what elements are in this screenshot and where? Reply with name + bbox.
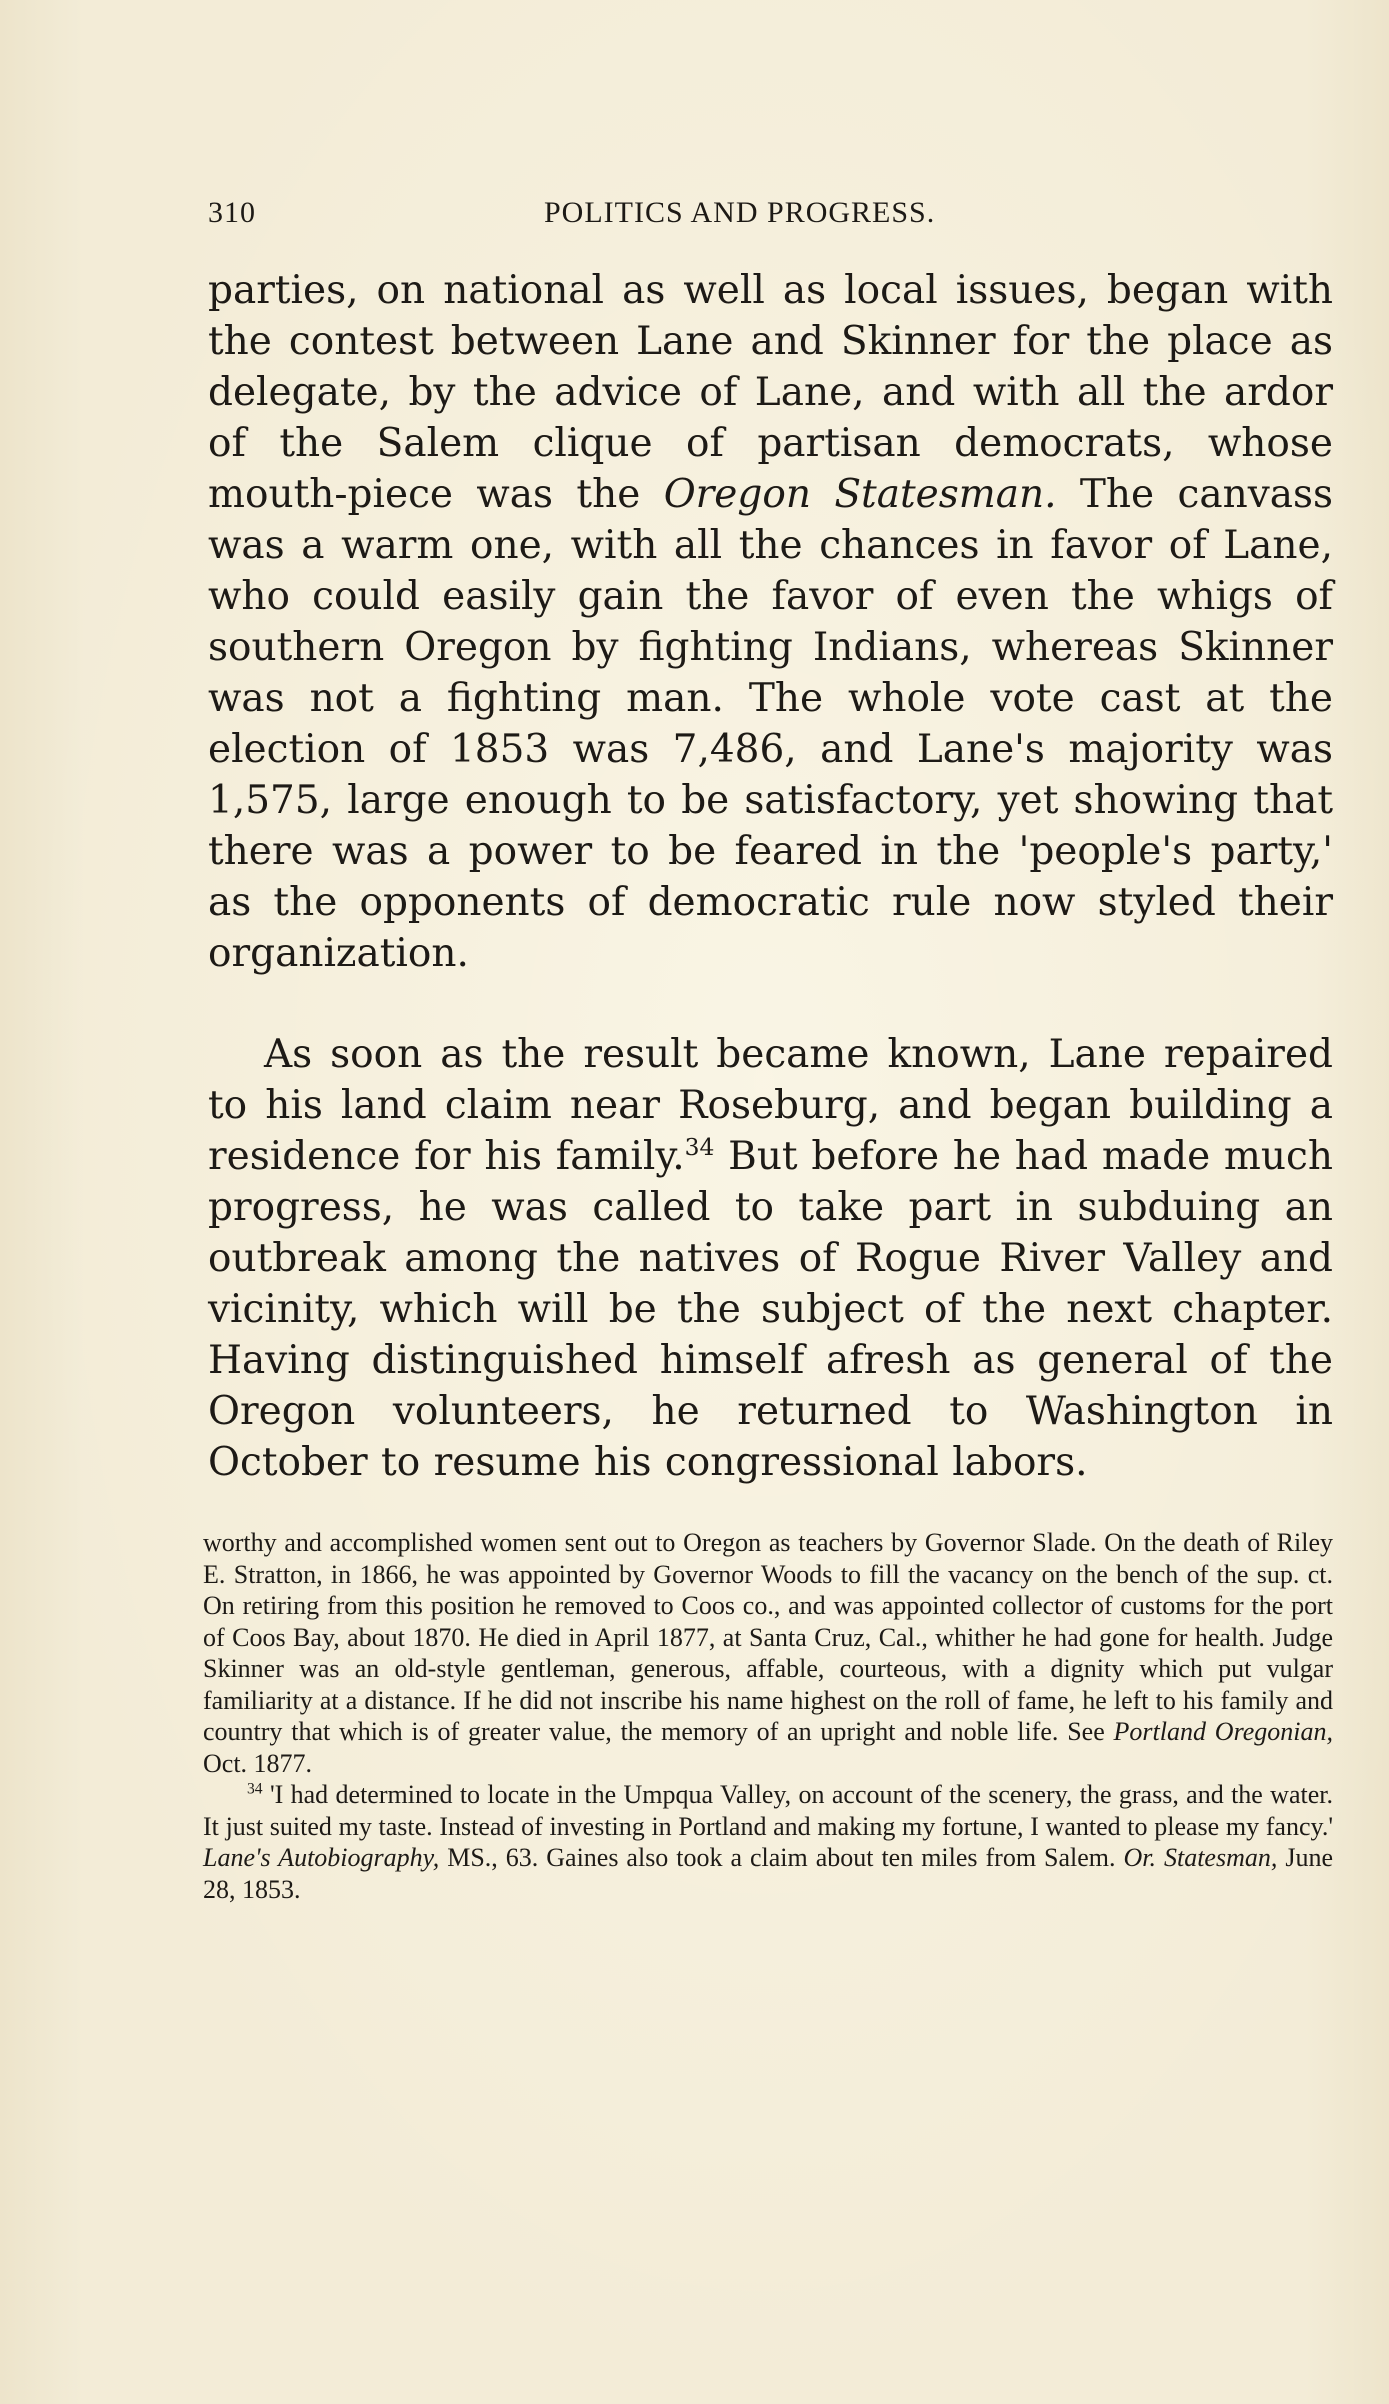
running-head: POLITICS AND PROGRESS. <box>544 196 936 229</box>
paragraph-1: parties, on national as well as local issues, began with the contest between Lane and Skinner for the place as delegate, by the advice of Lane, and with all the ardor of the Salem clique of partisan democrats, whose mouth-piece was the Oregon Statesman. The canvass was a warm one, with all the chances in favor of Lane, who could easily gain the favor of even the whigs of southern Oregon by fighting Indians, whereas Skinner was not a fighting man. The whole vote cast at the election of 1853 was 7,486, and Lane's majority was 1,575, large enough to be satisfactory, yet showing that there was a power to be feared in the 'people's party,' as the opponents of democratic rule now styled their organization. <box>208 268 1334 976</box>
footnotes <box>203 1527 1333 1905</box>
newspaper-title: Oregon Statesman. <box>663 472 1057 517</box>
main-text <box>208 265 1333 1488</box>
page-number: 310 <box>208 196 256 229</box>
footnote-number: 34 <box>247 1780 263 1798</box>
page-header <box>208 196 1333 236</box>
paragraph-2: As soon as the result became known, Lane repaired to his land claim near Roseburg, and began building a residence for his family.$^{34}$ But before he had made much progress, he was called to take part in subduing an outbreak among the natives of Rogue River Valley and vicinity, which will be the subject of the next chapter. Having distinguished himself afresh as general of the Oregon volunteers, he returned to Washington in October to resume his congressional labors. <box>208 1032 1333 1485</box>
footnote-continued: worthy and accomplished women sent out to Oregon as teachers by Governor Slade. On the death of Riley E. Stratton, in 1866, he was appointed by Governor Woods to fill the vacancy on the bench of the sup. ct. On retiring from this position he removed to Coos co., and was appointed collector of customs for the port of Coos Bay, about 1870. He died in April 1877, at Santa Cruz, Cal., whither he had gone for health. Judge Skinner was an old-style gentleman, generous, affable, courteous, with a dignity which put vulgar familiarity at a distance. If he did not inscribe his name highest on the roll of fame, he left to his family and country that which is of greater value, the memory of an upright and noble life. See Portland Oregonian, Oct. 1877. <box>203 1528 1333 1778</box>
footnote-reference[interactable]: 34 <box>684 1133 715 1161</box>
footnote-34: $^{34}$ 'I had determined to locate in the Umpqua Valley, on account of the scenery, the grass, and the water. It just suited my taste. Instead of investing in Portland and making my fortune, I wanted to please my fancy.' Lane's Autobiography, MS., 63. Gaines also took a claim about ten miles from Salem. Or. Statesman, June 28, 1853. <box>203 1780 1333 1904</box>
